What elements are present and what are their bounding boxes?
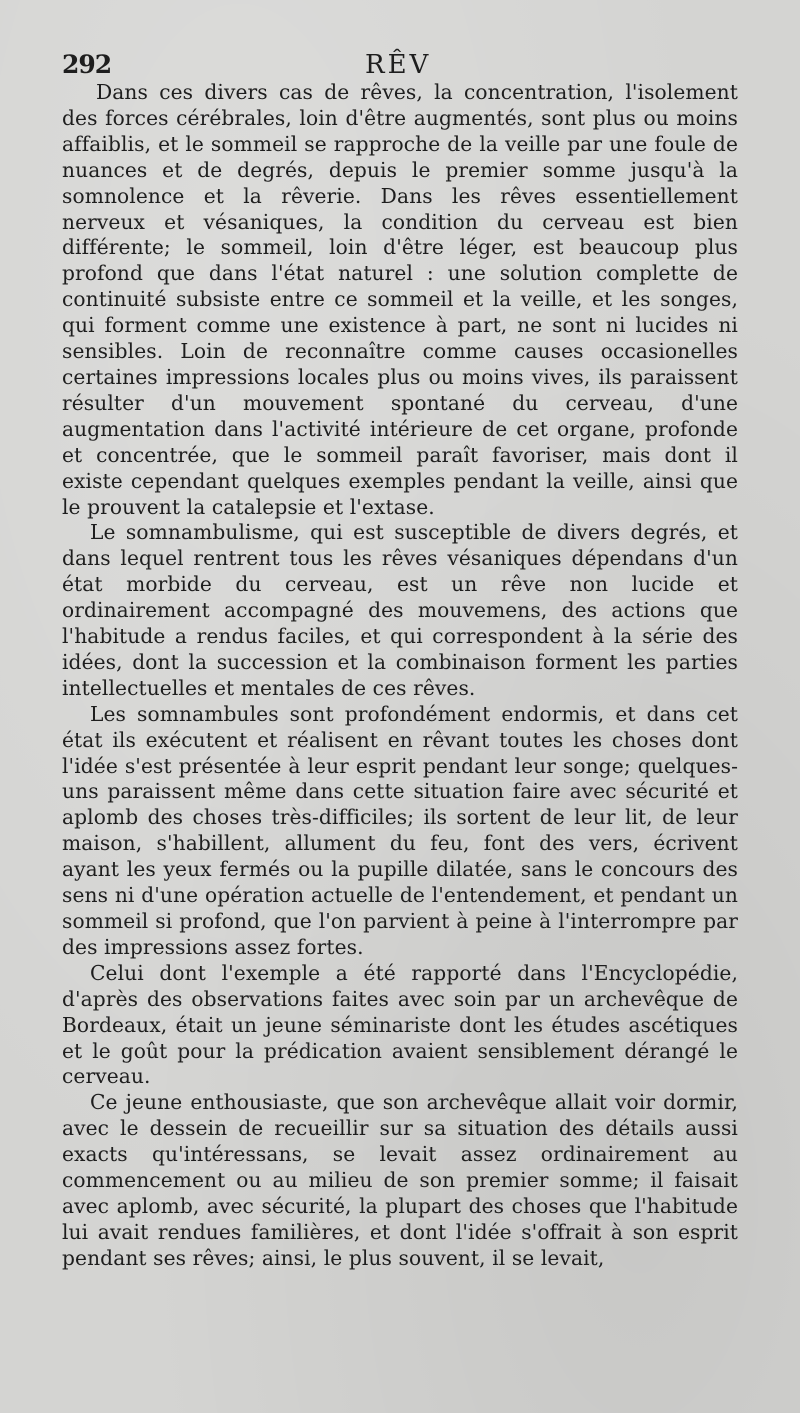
running-head: RÊV <box>365 50 432 80</box>
paragraph: Ce jeune enthousiaste, que son archevêque allait voir dormir, avec le dessein de recueillir sur sa situation des détails aussi exacts qu'intéressans, se levait assez ordinairement au commencement ou au milieu de son premier somme; il faisait avec aplomb, avec sécurité, la plupart des choses que l'habitude lui avait rendues familières, et dont l'idée s'offrait à son esprit pendant ses rêves; ainsi, le plus souvent, il se levait, <box>62 1090 738 1270</box>
paragraph: Celui dont l'exemple a été rapporté dans l'Encyclopédie, d'après des observations faites avec soin par un archevêque de Bordeaux, était un jeune séminariste dont les études ascétiques et le goût pour la prédication avaient sensiblement dérangé le cerveau. <box>62 960 738 1089</box>
paragraph: Dans ces divers cas de rêves, la concentration, l'isolement des forces cérébrales, loin d'être augmentés, sont plus ou moins affaiblis, et le sommeil se rapproche de la veille par une foule de nuances et de degrés, depuis le premier somme jusqu'à la somnolence et la rêverie. Dans les rêves essentiellement nerveux et vésaniques, la condition du cerveau est bien différente; le sommeil, loin d'être léger, est beaucoup plus profond que dans l'état naturel : une solution complette de continuité subsiste entre ce sommeil et la veille, et les songes, qui forment comme une existence à part, ne sont ni lucides ni sensibles. Loin de reconnaître comme causes occasionelles certaines impressions locales plus ou moins vives, ils paraissent résulter d'un mouvement spontané du cerveau, d'une augmentation dans l'activité intérieure de cet organe, profonde et concentrée, que le sommeil paraît favoriser, mais dont il existe cependant quelques exemples pendant la veille, ainsi que le prouvent la catalepsie et l'extase. <box>62 80 738 519</box>
paragraph: Les somnambules sont profondément endormis, et dans cet état ils exécutent et réalisent en rêvant toutes les choses dont l'idée s'est présentée à leur esprit pendant leur songe; quelques-uns paraissent même dans cette situation faire avec sécurité et aplomb des choses très-difficiles; ils sortent de leur lit, de leur maison, s'habillent, allument du feu, font des vers, écrivent ayant les yeux fermés ou la pupille dilatée, sans le concours des sens ni d'une opération actuelle de l'entendement, et pendant un sommeil si profond, que l'on parvient à peine à l'interrompre par des impressions assez fortes. <box>62 701 738 959</box>
paragraph: Le somnambulisme, qui est susceptible de divers degrés, et dans lequel rentrent tous les rêves vésaniques dépendans d'un état morbide du cerveau, est un rêve non lucide et ordinairement accompagné des mouvemens, des actions que l'habitude a rendus faciles, et qui correspondent à la série des idées, dont la succession et la combinaison forment les parties intellectuelles et mentales de ces rêves. <box>62 520 738 700</box>
page-number: 292 <box>62 50 112 79</box>
body-text <box>62 80 738 1272</box>
page-header <box>62 50 738 84</box>
